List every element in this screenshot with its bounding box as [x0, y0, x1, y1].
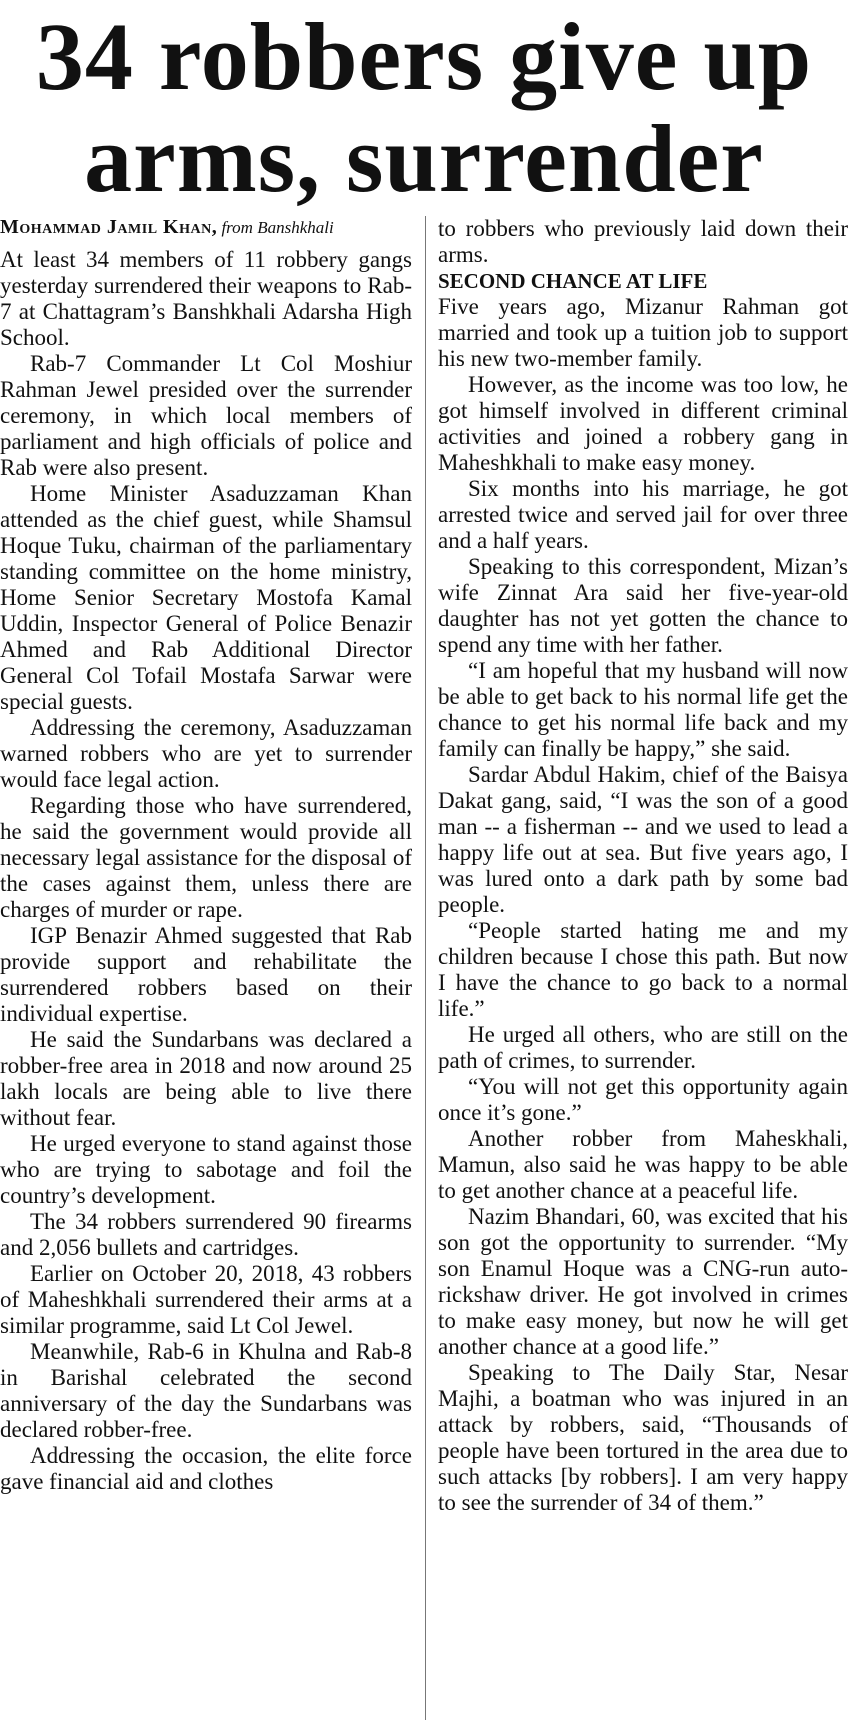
column-divider: [425, 216, 426, 1720]
left-column: [0, 216, 412, 1720]
byline: [0, 216, 412, 241]
byline-dateline: from Banshkhali: [217, 218, 334, 237]
paragraph: Addressing the occasion, the elite force gave financial aid and clothes: [0, 1443, 412, 1494]
paragraph: Earlier on October 20, 2018, 43 robbers of Maheshkhali surrendered their arms at a similar programme, said Lt Col Jewel.: [0, 1261, 412, 1338]
paragraph: Speaking to The Daily Star, Nesar Majhi, a boatman who was injured in an attack by robbers, said, “Thousands of people have been tortured in the area due to such attacks [by robbers]. I am very happy to see the surrender of 34 of them.”: [438, 1360, 848, 1515]
paragraph: He urged all others, who are still on the path of crimes, to surrender.: [438, 1022, 848, 1073]
byline-author: Mohammad Jamil Khan,: [0, 216, 218, 238]
paragraph: Sardar Abdul Hakim, chief of the Baisya Dakat gang, said, “I was the son of a good man -- a fisherman -- and we used to lead a happy life out at sea. But five years ago, I was lured onto a dark path by some bad people.: [438, 762, 848, 917]
article-body: [0, 216, 848, 1720]
paragraph-continuation: to robbers who previously laid down their arms.: [438, 216, 848, 267]
paragraph: IGP Benazir Ahmed suggested that Rab provide support and rehabilitate the surrendered robbers based on their individual expertise.: [0, 923, 412, 1026]
paragraph: The 34 robbers surrendered 90 firearms and 2,056 bullets and cartridges.: [0, 1209, 412, 1260]
paragraph: At least 34 members of 11 robbery gangs yesterday surrendered their weapons to Rab-7 at Chattagram’s Banshkhali Adarsha High School.: [0, 247, 412, 350]
paragraph: Addressing the ceremony, Asaduzzaman warned robbers who are yet to surrender would face legal action.: [0, 715, 412, 792]
headline: 34 robbers give up arms, surrender: [35, 3, 813, 212]
paragraph: He said the Sundarbans was declared a robber-free area in 2018 and now around 25 lakh locals are being able to live there without fear.: [0, 1027, 412, 1130]
paragraph: Meanwhile, Rab-6 in Khulna and Rab-8 in Barishal celebrated the second anniversary of the day the Sundarbans was declared robber-free.: [0, 1339, 412, 1442]
paragraph: Nazim Bhandari, 60, was excited that his son got the opportunity to surrender. “My son Enamul Hoque was a CNG-run auto-rickshaw driver. He got involved in crimes to make easy money, but now he will get another chance at a good life.”: [438, 1204, 848, 1359]
paragraph: “You will not get this opportunity again once it’s gone.”: [438, 1074, 848, 1125]
paragraph: Another robber from Maheskhali, Mamun, also said he was happy to be able to get another chance at a peaceful life.: [438, 1126, 848, 1203]
paragraph: Home Minister Asaduzzaman Khan attended as the chief guest, while Shamsul Hoque Tuku, chairman of the parliamentary standing committee on the home ministry, Home Senior Secretary Mostofa Kamal Uddin, Inspector General of Police Benazir Ahmed and Rab Additional Director General Col Tofail Mostafa Sarwar were special guests.: [0, 481, 412, 714]
section-subhead: SECOND CHANCE AT LIFE: [438, 269, 708, 293]
paragraph: Regarding those who have surrendered, he said the government would provide all necessary legal assistance for the disposal of the cases against them, unless there are charges of murder or rape.: [0, 793, 412, 922]
paragraph: “I am hopeful that my husband will now be able to get back to his normal life get the chance to get his normal life back and my family can finally be happy,” she said.: [438, 658, 848, 761]
paragraph: However, as the income was too low, he got himself involved in different criminal activities and joined a robbery gang in Maheshkhali to make easy money.: [438, 372, 848, 475]
paragraph: “People started hating me and my children because I chose this path. But now I have the chance to go back to a normal life.”: [438, 918, 848, 1021]
paragraph: Five years ago, Mizanur Rahman got married and took up a tuition job to support his new two-member family.: [438, 294, 848, 371]
paragraph: He urged everyone to stand against those who are trying to sabotage and foil the country’s development.: [0, 1131, 412, 1208]
paragraph: Six months into his marriage, he got arrested twice and served jail for over three and a half years.: [438, 476, 848, 553]
right-column: [438, 216, 848, 1720]
paragraph: Rab-7 Commander Lt Col Moshiur Rahman Jewel presided over the surrender ceremony, in which local members of parliament and high officials of police and Rab were also present.: [0, 351, 412, 480]
paragraph: Speaking to this correspondent, Mizan’s wife Zinnat Ara said her five-year-old daughter has not yet gotten the chance to spend any time with her father.: [438, 554, 848, 657]
